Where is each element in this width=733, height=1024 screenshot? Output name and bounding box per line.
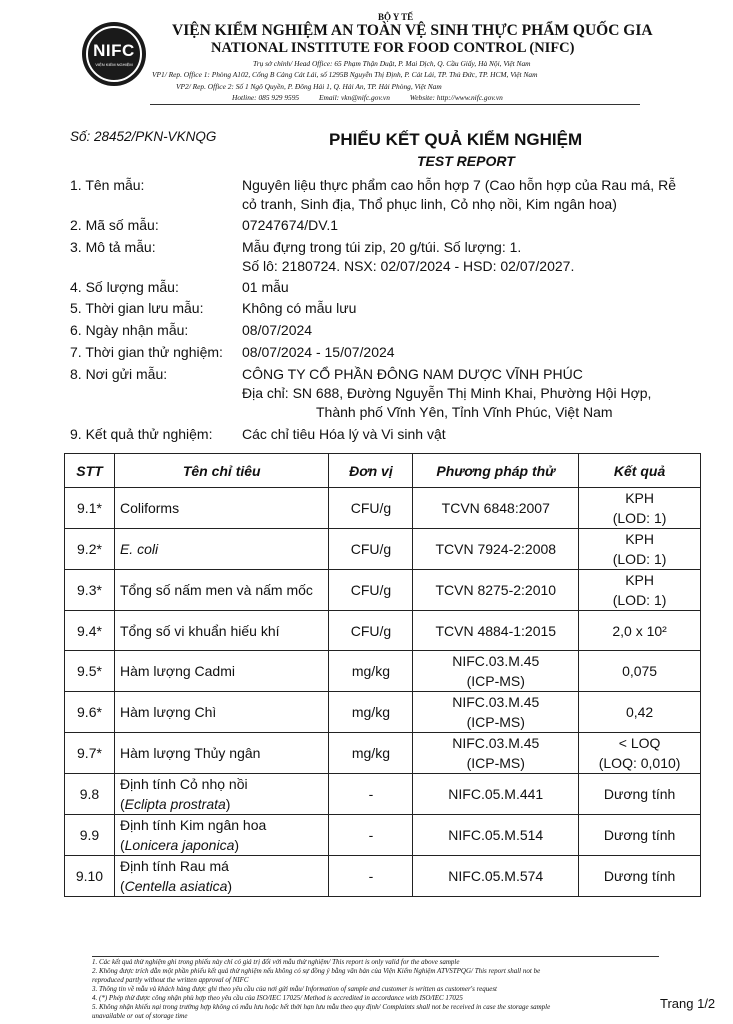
name-latin: Eclipta prostrata	[124, 796, 226, 812]
unit-value: CFU/g	[350, 541, 392, 557]
sample-name-line1: Nguyên liệu thực phẩm cao hỗn hợp 7 (Cao hỗn hợp của Rau má, Rễ	[242, 177, 676, 193]
header-result: Kết quả	[579, 454, 701, 488]
cell-method	[413, 774, 579, 815]
cell-name: Định tính Kim ngân hoa (Lonicera japonica)	[114, 815, 329, 856]
description-line1: Mẫu đựng trong túi zip, 20 g/túi. Số lượng: 1.	[242, 239, 522, 255]
sample-name-label: 1. Tên mẫu:	[70, 177, 145, 193]
cell-name	[114, 529, 329, 570]
method-value: TCVN 8275-2:2010	[435, 582, 557, 598]
cell-name	[114, 733, 329, 774]
method-detail: (ICP-MS)	[466, 714, 525, 730]
name-latin: Centella asiatica	[124, 878, 228, 894]
received-value: 08/07/2024	[242, 322, 313, 338]
quantity-label: 4. Số lượng mẫu:	[70, 279, 179, 295]
retention-value: Không có mẫu lưu	[242, 300, 357, 316]
cell-method	[413, 529, 579, 570]
retention-label: 5. Thời gian lưu mẫu:	[70, 300, 204, 316]
footnote-1: 1. Các kết quả thử nghiệm ghi trong phiếu này chỉ có giá trị đối với mẫu thử nghiệm/ This report is only valid for the above sample	[92, 958, 460, 966]
unit-value: CFU/g	[350, 622, 392, 639]
quantity-value: 01 mẫu	[242, 279, 289, 295]
cell-method	[413, 856, 579, 897]
email: Email: vkn@nifc.gov.vn	[319, 93, 390, 102]
header-divider	[150, 104, 640, 105]
cell-unit	[329, 570, 413, 611]
method-value: NIFC.03.M.45	[452, 653, 540, 669]
name-value: Định tính Kim ngân hoa	[119, 817, 267, 833]
cell-method	[413, 611, 579, 651]
name-value: Hàm lượng Cadmi	[119, 663, 235, 679]
cell-name: Định tính Rau má (Centella asiatica)	[114, 856, 329, 897]
footnote-5-cont: unavailable or out of storage time	[92, 1012, 188, 1020]
cell-stt	[65, 611, 115, 651]
unit-value: CFU/g	[350, 500, 392, 516]
result-value: Các chỉ tiêu Hóa lý và Vi sinh vật	[242, 426, 446, 442]
footnote-2: 2. Không được trích dẫn một phần phiếu kết quả thử nghiệm nếu không có sự đồng ý bằng văn bản của Viện Kiểm Nghiệm ATVSTPQG/ This report shall not be	[92, 967, 541, 975]
cell-stt	[65, 651, 115, 692]
contact-line	[232, 93, 521, 102]
cell-result	[579, 692, 701, 733]
cell-result	[579, 529, 701, 570]
cell-result	[579, 856, 701, 897]
stt-value: 9.2*	[77, 541, 102, 557]
result-value: KPH	[625, 572, 654, 588]
document-number: Số: 28452/PKN-VKNQG	[70, 129, 217, 144]
cell-unit	[329, 774, 413, 815]
cell-name	[114, 611, 329, 651]
name-value: Định tính Cỏ nhọ nồi	[119, 776, 248, 792]
logo-text: NIFC	[93, 41, 135, 60]
result-label: 9. Kết quả thử nghiệm:	[70, 426, 213, 442]
institute-name-vn: VIỆN KIỂM NGHIỆM AN TOÀN VỆ SINH THỰC PHẨM QUỐC GIA	[172, 22, 653, 39]
hotline: Hotline: 085 929 9595	[232, 93, 300, 102]
cell-name	[114, 488, 329, 529]
table-row	[65, 856, 701, 897]
cell-result	[579, 774, 701, 815]
result-detail: (LOD: 1)	[612, 592, 667, 608]
cell-stt	[65, 733, 115, 774]
cell-stt	[65, 570, 115, 611]
description-line2: Số lô: 2180724. NSX: 02/07/2024 - HSD: 02/07/2027.	[242, 258, 575, 274]
cell-unit	[329, 529, 413, 570]
unit-value: mg/kg	[351, 663, 390, 679]
table-row	[65, 611, 701, 651]
received-label: 6. Ngày nhận mẫu:	[70, 322, 189, 338]
result-detail: (LOD: 1)	[612, 551, 667, 567]
name-latin: E. coli	[119, 541, 159, 557]
cell-unit	[329, 733, 413, 774]
sample-code-label: 2. Mã số mẫu:	[70, 217, 159, 233]
method-value: NIFC.05.M.441	[448, 786, 544, 802]
cell-method	[413, 651, 579, 692]
cell-stt	[65, 692, 115, 733]
name-value: Hàm lượng Chì	[119, 704, 217, 720]
unit-value: mg/kg	[351, 745, 390, 761]
name-value: Tổng số nấm men và nấm mốc	[119, 582, 313, 598]
table-row	[65, 651, 701, 692]
cell-result	[579, 733, 701, 774]
result-value: 0,42	[625, 704, 654, 720]
result-value: KPH	[625, 490, 654, 506]
cell-name	[114, 692, 329, 733]
cell-result	[579, 815, 701, 856]
institute-name-en: NATIONAL INSTITUTE FOR FOOD CONTROL (NIFC)	[211, 40, 575, 56]
method-value: TCVN 7924-2:2008	[435, 541, 557, 557]
stt-value: 9.10	[75, 868, 104, 884]
method-value: TCVN 4884-1:2015	[435, 622, 557, 639]
cell-method	[413, 488, 579, 529]
cell-name	[114, 651, 329, 692]
stt-value: 9.5*	[77, 663, 102, 679]
method-value: TCVN 6848:2007	[441, 500, 550, 516]
cell-method	[413, 733, 579, 774]
cell-unit	[329, 488, 413, 529]
page-subtitle: TEST REPORT	[417, 153, 515, 169]
stt-value: 9.1*	[77, 500, 102, 516]
result-value: 0,075	[622, 663, 658, 679]
stt-value: 9.8	[79, 786, 100, 802]
footnote-5: 5. Không nhận khiếu nại trong trường hợp không có mẫu lưu hoặc hết thời hạn lưu mẫu theo quy định/ Complaints shall not be received in case the storage sample	[92, 1003, 551, 1011]
unit-value: CFU/g	[350, 582, 392, 598]
rep-office-2: VP2/ Rep. Office 2: Số 1 Ngô Quyền, P. Đông Hải 1, Q. Hải An, TP. Hải Phòng, Việt Nam	[176, 82, 442, 91]
head-office: Trụ sở chính/ Head Office: 65 Phạm Thận Duật, P. Mai Dịch, Q. Cầu Giấy, Hà Nội, Việt Nam	[253, 59, 531, 68]
header-stt: STT	[65, 454, 115, 488]
table-row	[65, 774, 701, 815]
cell-stt	[65, 529, 115, 570]
cell-unit	[329, 692, 413, 733]
logo-subtext: VIỆN KIỂM NGHIỆM	[95, 62, 133, 67]
cell-unit	[329, 611, 413, 651]
stt-value: 9.9	[79, 827, 100, 843]
name-value: Coliforms	[119, 500, 180, 516]
cell-stt	[65, 856, 115, 897]
name-latin: Lonicera japonica	[124, 837, 235, 853]
cell-stt	[65, 774, 115, 815]
cell-stt	[65, 815, 115, 856]
stt-value: 9.7*	[77, 745, 102, 761]
result-value: KPH	[625, 531, 654, 547]
stt-value: 9.3*	[77, 582, 102, 598]
method-detail: (ICP-MS)	[466, 755, 525, 771]
header-name: Tên chỉ tiêu	[114, 454, 329, 488]
result-value: Dương tính	[603, 827, 676, 843]
cell-unit	[329, 856, 413, 897]
website: Website: http://www.nifc.gov.vn	[409, 93, 503, 102]
cell-result	[579, 611, 701, 651]
result-value: 2,0 x 10²	[612, 622, 667, 639]
footnote-4: 4. (*) Phép thử được công nhận phù hợp theo yêu cầu của ISO/IEC 17025/ Method is accredited in accordance with ISO/IEC 17025	[92, 994, 463, 1002]
table-row	[65, 815, 701, 856]
table-row	[65, 692, 701, 733]
nifc-logo	[82, 22, 146, 86]
result-detail: (LOQ: 0,010)	[598, 755, 681, 771]
ministry-name: BỘ Y TẾ	[378, 12, 414, 22]
sender-address-line2: Thành phố Vĩnh Yên, Tỉnh Vĩnh Phúc, Việt Nam	[316, 404, 613, 420]
cell-stt	[65, 488, 115, 529]
cell-unit	[329, 815, 413, 856]
result-value: Dương tính	[603, 868, 676, 884]
cell-result	[579, 488, 701, 529]
result-detail: (LOD: 1)	[612, 510, 667, 526]
header-method: Phương pháp thử	[413, 454, 579, 488]
cell-result	[579, 570, 701, 611]
footer-divider	[92, 956, 659, 957]
cell-name	[114, 570, 329, 611]
table-header-row	[65, 454, 701, 488]
cell-name: Định tính Cỏ nhọ nồi (Eclipta prostrata)	[114, 774, 329, 815]
header-unit: Đơn vị	[329, 454, 413, 488]
stt-value: 9.6*	[77, 704, 102, 720]
result-value: < LOQ	[618, 735, 661, 751]
method-value: NIFC.03.M.45	[452, 694, 540, 710]
unit-value: -	[368, 827, 374, 843]
name-value: Định tính Rau má	[119, 858, 229, 874]
description-label: 3. Mô tả mẫu:	[70, 239, 156, 255]
rep-office-1: VP1/ Rep. Office 1: Phòng A102, Cổng B Cảng Cát Lái, số 1295B Nguyễn Thị Định, P. Cát Lái, TP. Thủ Đức, TP. HCM, Việt Nam	[152, 70, 538, 79]
page-title: PHIẾU KẾT QUẢ KIỂM NGHIỆM	[329, 130, 583, 149]
table-row	[65, 733, 701, 774]
stt-value: 9.4*	[77, 622, 102, 639]
cell-unit	[329, 651, 413, 692]
test-period-value: 08/07/2024 - 15/07/2024	[242, 344, 395, 360]
results-table	[64, 453, 701, 897]
footnote-3: 3. Thông tin về mẫu và khách hàng được ghi theo yêu cầu của nơi gửi mẫu/ Information of sample and customer is written as customer's request	[92, 985, 497, 993]
page-number: Trang 1/2	[660, 996, 716, 1011]
method-value: NIFC.05.M.514	[448, 827, 544, 843]
footnote-2-cont: reproduced partly without the written approval of NIFC	[92, 976, 249, 984]
table-body	[65, 488, 701, 897]
cell-method	[413, 570, 579, 611]
result-value: Dương tính	[603, 786, 676, 802]
table-row	[65, 570, 701, 611]
sample-code: 07247674/DV.1	[242, 217, 339, 233]
sender-label: 8. Nơi gửi mẫu:	[70, 366, 168, 382]
sender-address-line1: Địa chỉ: SN 688, Đường Nguyễn Thị Minh Khai, Phường Hội Hợp,	[242, 385, 652, 401]
sender-name: CÔNG TY CỔ PHẦN ĐÔNG NAM DƯỢC VĨNH PHÚC	[242, 366, 583, 382]
method-value: NIFC.05.M.574	[448, 868, 544, 884]
method-detail: (ICP-MS)	[466, 673, 525, 689]
table-row	[65, 529, 701, 570]
method-value: NIFC.03.M.45	[452, 735, 540, 751]
name-value: Tổng số vi khuẩn hiếu khí	[119, 622, 280, 639]
cell-method	[413, 692, 579, 733]
test-period-label: 7. Thời gian thử nghiệm:	[70, 344, 223, 360]
unit-value: -	[368, 868, 374, 884]
unit-value: -	[368, 786, 374, 802]
unit-value: mg/kg	[351, 704, 390, 720]
sample-name-line2: cỏ tranh, Sinh địa, Thổ phục linh, Cỏ nhọ nồi, Kim ngân hoa)	[242, 196, 617, 212]
cell-method	[413, 815, 579, 856]
cell-result	[579, 651, 701, 692]
name-value: Hàm lượng Thủy ngân	[119, 745, 261, 761]
table-row	[65, 488, 701, 529]
